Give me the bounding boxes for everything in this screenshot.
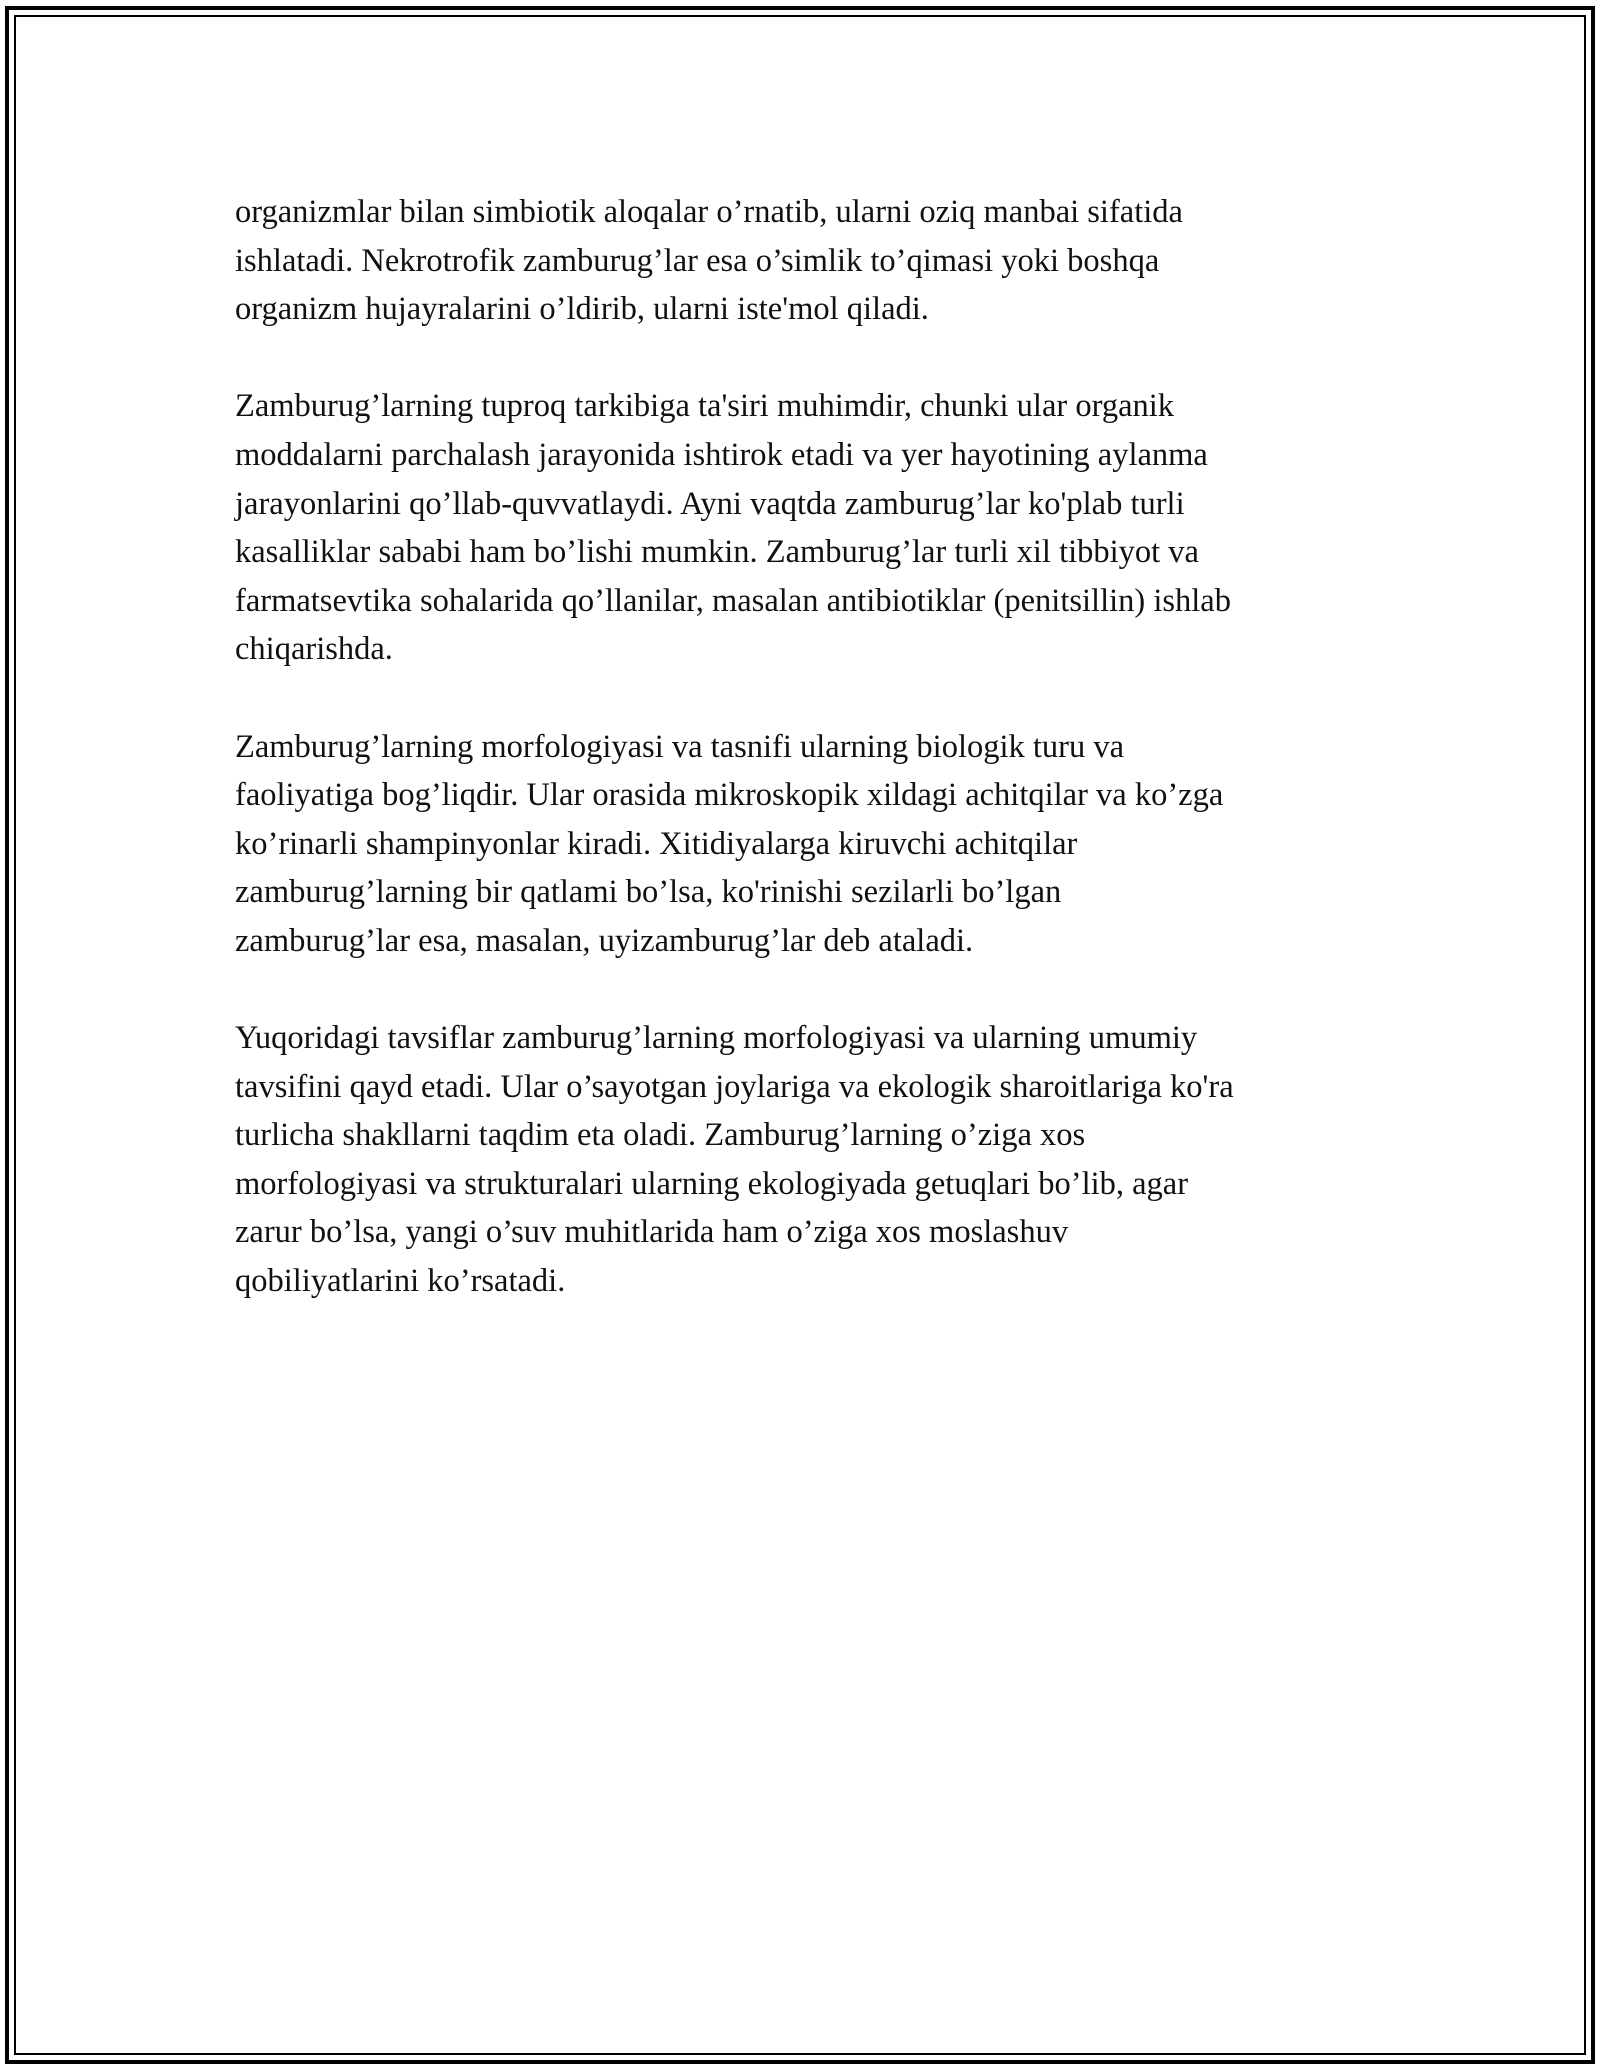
text-line: ishlatadi. Nekrotrofik zamburug’lar esa o’simlik to’qimasi yoki boshqa [235,242,1160,279]
text-line: tavsifini qayd etadi. Ular o’sayotgan joylariga va ekologik sharoitlariga ko'ra [235,1068,1234,1105]
text-line: zamburug’lar esa, masalan, uyizamburug’lar deb ataladi. [235,922,974,959]
text-line: kasalliklar sababi ham bo’lishi mumkin. Zamburug’lar turli xil tibbiyot va [235,534,1199,571]
text-line: Zamburug’larning morfologiyasi va tasnifi ularning biologik turu va [235,728,1125,765]
paragraph-4 [235,1014,1375,1306]
text-line: ko’rinarli shampinyonlar kiradi. Xitidiyalarga kiruvchi achitqilar [235,825,1078,862]
text-line: organizm hujayralarini o’ldirib, ularni iste'mol qiladi. [235,291,929,328]
paragraph-2 [235,382,1375,674]
text-line: turlicha shakllarni taqdim eta oladi. Zamburug’larning o’ziga xos [235,1117,1086,1154]
paragraph-3 [235,723,1375,966]
text-line: chiqarishda. [235,631,393,668]
text-line: faoliyatiga bog’liqdir. Ular orasida mikroskopik xildagi achitqilar va ko’zga [235,777,1224,814]
text-line: Zamburug’larning tuproq tarkibiga ta'siri muhimdir, chunki ular organik [235,388,1175,425]
text-line: zarur bo’lsa, yangi o’suv muhitlarida ham o’ziga xos moslashuv [235,1214,1069,1251]
text-line: qobiliyatlarini ko’rsatadi. [235,1263,566,1300]
text-line: moddalarni parchalash jarayonida ishtirok etadi va yer hayotining aylanma [235,436,1208,473]
text-line: jarayonlarini qo’llab-quvvatlaydi. Ayni vaqtda zamburug’lar ko'plab turli [235,485,1185,522]
text-line: Yuqoridagi tavsiflar zamburug’larning morfologiyasi va ularning umumiy [235,1020,1198,1057]
text-line: zamburug’larning bir qatlami bo’lsa, ko'rinishi sezilarli bo’lgan [235,874,1062,911]
document-body [235,188,1375,1354]
text-line: morfologiyasi va strukturalari ularning ekologiyada getuqlari bo’lib, agar [235,1165,1189,1202]
paragraph-1 [235,188,1375,334]
text-line: farmatsevtika sohalarida qo’llanilar, masalan antibiotiklar (penitsillin) ishlab [235,582,1231,619]
text-line: organizmlar bilan simbiotik aloqalar o’rnatib, ularni oziq manbai sifatida [235,194,1183,230]
